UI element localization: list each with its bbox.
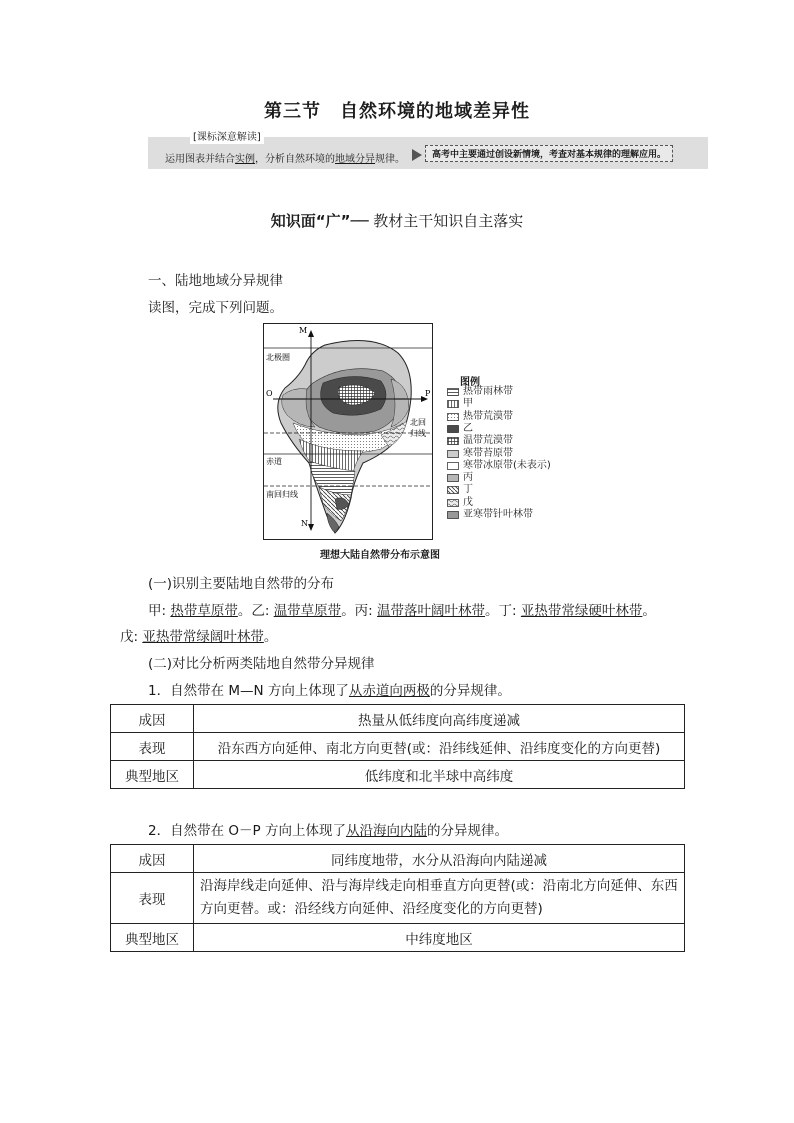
legend-label: 甲 xyxy=(463,398,473,410)
figure-caption: 理想大陆自然带分布示意图 xyxy=(320,550,440,561)
legend-swatch xyxy=(447,511,459,519)
label-tropic-south: 南回归线 xyxy=(266,490,298,499)
item1-post: 的分异规律。 xyxy=(429,683,511,699)
bing-prefix: 。丙: xyxy=(341,603,378,619)
wu-end: 。 xyxy=(263,629,278,645)
item2-post: 的分异规律。 xyxy=(426,823,508,839)
natural-zone-diagram xyxy=(263,323,435,541)
answer-line-2 xyxy=(120,625,277,645)
legend-label: 亚寒带针叶林带 xyxy=(463,509,533,520)
subsection-heading-2: (二)对比分析两类陆地自然带分异规律 xyxy=(148,656,375,672)
yi-prefix: 。乙: xyxy=(237,603,274,619)
legend-item xyxy=(447,460,551,472)
section-subtitle xyxy=(0,210,794,231)
banner-text-c: ，分析自然环境的 xyxy=(255,154,335,165)
row-value: 中纬度地区 xyxy=(194,924,685,952)
label-tropic-north-2: 归线 xyxy=(410,429,426,438)
legend-item xyxy=(447,448,513,460)
answer-jia: 热带草原带 xyxy=(170,603,238,619)
table-latitudinal xyxy=(110,704,685,789)
table-row xyxy=(111,924,685,952)
line-end: 。 xyxy=(642,603,656,619)
legend-swatch xyxy=(447,499,459,507)
banner-text-d: 地域分异 xyxy=(335,154,375,165)
legend-swatch xyxy=(447,450,459,458)
answer-wu: 亚热带常绿阔叶林带 xyxy=(142,629,264,645)
legend-label: 寒带冰原带(未表示) xyxy=(463,459,551,471)
label-tropic-north-1: 北回 xyxy=(410,418,426,427)
table-row xyxy=(111,761,685,789)
legend-label: 热带雨林带 xyxy=(463,386,513,397)
legend-item xyxy=(447,423,473,435)
banner-text-b: 实例 xyxy=(235,154,255,165)
row-value: 同纬度地带，水分从沿海向内陆递减 xyxy=(194,845,685,873)
jia-prefix: 甲: xyxy=(148,603,171,619)
table-longitudinal xyxy=(110,844,685,952)
row-value: 沿东西方向延伸、南北方向更替(或：沿纬线延伸、沿纬度变化的方向更替) xyxy=(194,733,685,761)
legend-swatch xyxy=(447,474,459,482)
legend-swatch xyxy=(447,462,459,470)
legend-item xyxy=(447,497,473,509)
arrow-right-icon xyxy=(412,149,422,161)
item-2 xyxy=(148,819,508,839)
legend-swatch xyxy=(447,400,459,408)
wu-prefix: 戊: xyxy=(120,629,143,645)
answer-line-1 xyxy=(148,599,656,619)
legend-label: 温带荒漠带 xyxy=(463,435,513,447)
banner-text-e: 规律。 xyxy=(375,154,405,165)
item-1 xyxy=(148,679,511,699)
banner-text-a: 运用图表并结合 xyxy=(165,154,235,165)
legend-swatch xyxy=(447,437,459,445)
row-head: 成因 xyxy=(111,845,194,873)
table-row xyxy=(111,733,685,761)
legend-label: 热带荒漠带 xyxy=(463,410,513,422)
table-row xyxy=(111,845,685,873)
legend-item xyxy=(447,411,513,423)
legend-label: 戊 xyxy=(463,496,473,508)
legend-title: 图例 xyxy=(460,377,480,388)
legend-item xyxy=(447,386,513,398)
row-head: 成因 xyxy=(111,705,194,733)
item2-answer: 从沿海向内陆 xyxy=(345,823,427,839)
answer-yi: 温带草原带 xyxy=(273,603,342,619)
legend-label: 丙 xyxy=(463,472,473,484)
answer-ding: 亚热带常绿硬叶林带 xyxy=(520,603,643,619)
legend-label: 丁 xyxy=(463,484,473,496)
legend-item xyxy=(447,435,513,447)
table-row xyxy=(111,705,685,733)
legend-item xyxy=(447,398,473,410)
subtitle-rest: ── 教材主干知识自主落实 xyxy=(350,212,524,230)
row-head: 典型地区 xyxy=(111,924,194,952)
row-head: 表现 xyxy=(111,873,194,924)
subtitle-strong: 知识面“广” xyxy=(270,212,351,230)
banner-note: 高考中主要通过创设新情境，考查对基本规律的理解应用。 xyxy=(425,145,673,162)
label-arctic: 北极圈 xyxy=(266,353,290,362)
label-m: M xyxy=(299,326,308,335)
legend-swatch xyxy=(447,425,459,433)
ding-prefix: 。丁: xyxy=(485,603,521,619)
page-title: 第三节 自然环境的地域差异性 xyxy=(264,101,530,122)
row-value: 沿海岸线走向延伸、沿与海岸线走向相垂直方向更替(或：沿南北方向延伸、东西方向更替。或：沿经线方向延伸、沿经度变化的方向更替) xyxy=(194,873,685,924)
label-o: O xyxy=(266,389,273,398)
subsection-heading-1: (一)识别主要陆地自然带的分布 xyxy=(148,576,335,592)
label-n: N xyxy=(301,519,308,528)
legend-label: 寒带苔原带 xyxy=(463,447,513,459)
label-equator: 赤道 xyxy=(266,457,282,466)
answer-bing: 温带落叶阔叶林带 xyxy=(377,603,486,619)
instruction-text: 读图，完成下列问题。 xyxy=(148,300,283,316)
legend-item xyxy=(447,472,473,484)
banner-text xyxy=(165,150,405,165)
item2-pre: 2．自然带在 O－P 方向上体现了 xyxy=(148,823,346,839)
row-value: 热量从低纬度向高纬度递减 xyxy=(194,705,685,733)
legend-swatch xyxy=(447,388,459,396)
row-head: 典型地区 xyxy=(111,761,194,789)
legend-swatch xyxy=(447,486,459,494)
table-row xyxy=(111,873,685,924)
legend-item xyxy=(447,509,533,521)
banner-heading: [课标深意解读] xyxy=(190,132,264,144)
row-head: 表现 xyxy=(111,733,194,761)
section-heading: 一、陆地地域分异规律 xyxy=(148,273,283,289)
legend-item xyxy=(447,484,473,496)
item1-answer: 从赤道向两极 xyxy=(348,683,430,699)
row-value: 低纬度和北半球中高纬度 xyxy=(194,761,685,789)
label-p: P xyxy=(425,389,431,398)
legend-label: 乙 xyxy=(463,422,473,434)
legend-swatch xyxy=(447,413,459,421)
item1-pre: 1．自然带在 M—N 方向上体现了 xyxy=(148,683,349,699)
